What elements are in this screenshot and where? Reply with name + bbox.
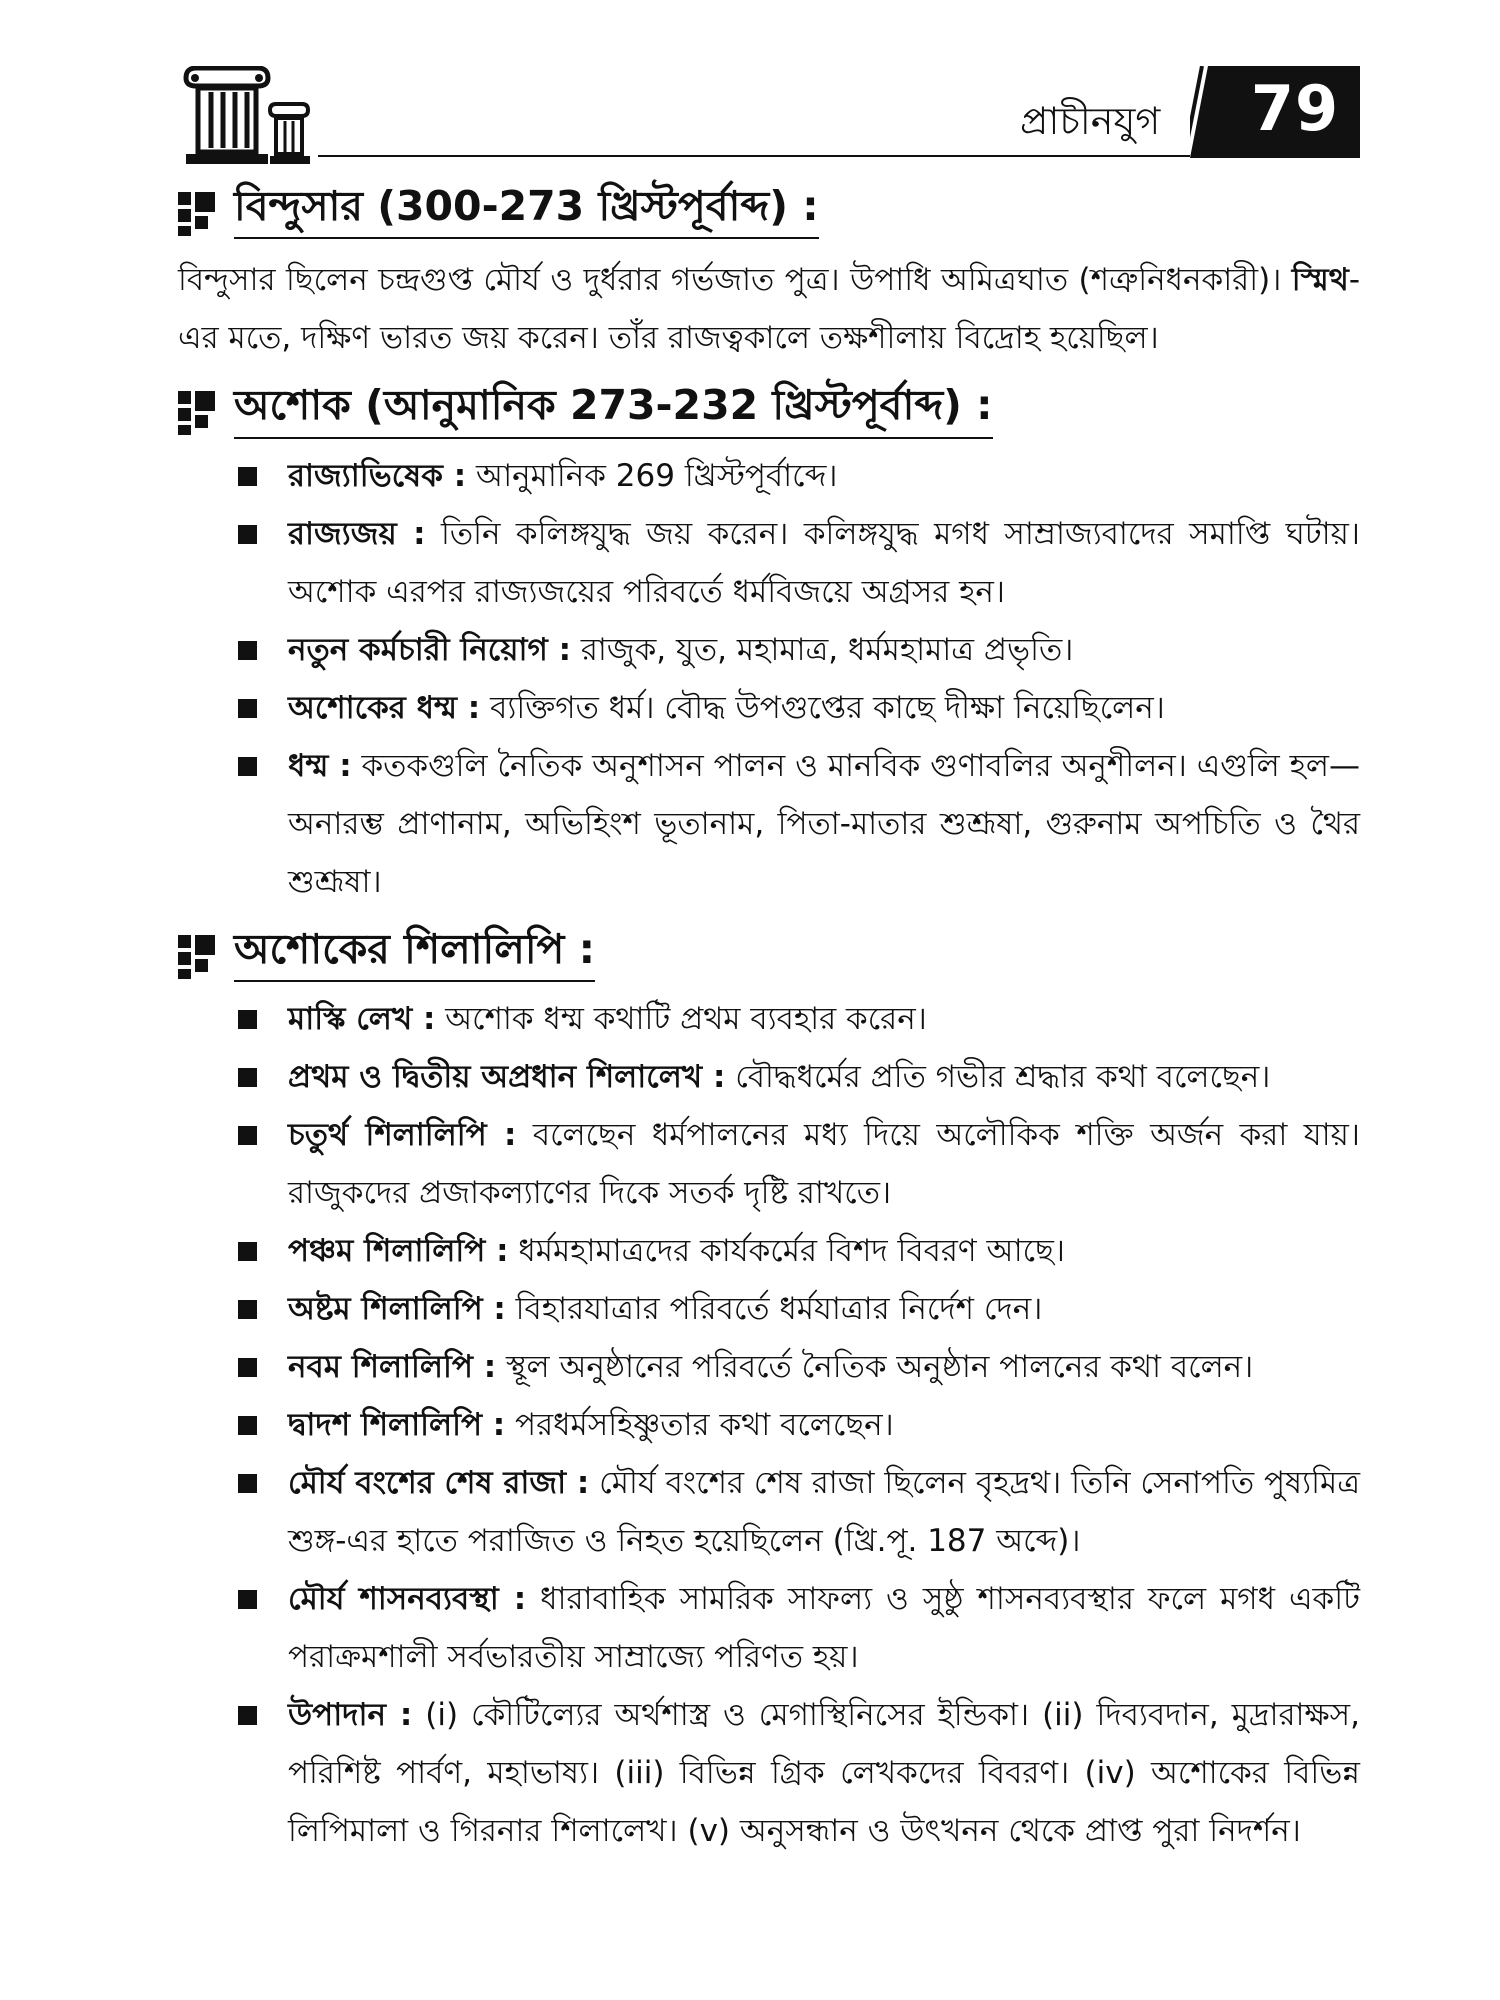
- pillars-icon: [178, 66, 318, 170]
- square-bullet-icon: [238, 1474, 257, 1493]
- list-item-term: রাজ্যজয় :: [288, 515, 426, 552]
- list-item: [288, 1280, 1360, 1338]
- edicts-list: [178, 990, 1360, 1860]
- square-bullet-icon: [238, 525, 257, 544]
- list-item-text: পরধর্মসহিষ্ণুতার কথা বলেছেন।: [505, 1406, 894, 1443]
- list-item-term: পঞ্চম শিলালিপি :: [288, 1232, 509, 1269]
- square-bullet-icon: [238, 699, 257, 718]
- square-bullet-icon: [238, 1416, 257, 1435]
- bindusara-line-1: বিন্দুসার ছিলেন চন্দ্রগুপ্ত মৌর্য ও দুর্ধরার গর্ভজাত পুত্র। উপাধি অমিত্রঘাত (শত্রুনিধনকারী)।: [178, 262, 1282, 299]
- square-bullet-icon: [238, 1358, 257, 1377]
- header-rule: [318, 155, 1190, 157]
- list-item: [288, 1686, 1360, 1860]
- list-item-text: তিনি কলিঙ্গযুদ্ধ জয় করেন। কলিঙ্গযুদ্ধ মগধ সাম্রাজ্যবাদের সমাপ্তি ঘটায়। অশোক এরপর রাজ্যজয়ের পরিবর্তে ধর্মবিজয়ে অগ্রসর হন।: [288, 515, 1360, 610]
- list-item: [288, 1048, 1360, 1106]
- list-item-text: রাজুক, যুত, মহামাত্র, ধর্মমহামাত্র প্রভৃতি।: [570, 631, 1074, 668]
- list-item-term: উপাদান :: [288, 1696, 413, 1733]
- square-grid-icon: [178, 192, 222, 236]
- list-item: [288, 1222, 1360, 1280]
- list-item-term: দ্বাদশ শিলালিপি :: [288, 1406, 506, 1443]
- list-item: [288, 1570, 1360, 1686]
- list-item-term: নবম শিলালিপি :: [288, 1348, 497, 1385]
- list-item-term: প্রথম ও দ্বিতীয় অপ্রধান শিলালেখ :: [288, 1058, 726, 1095]
- bindusara-paragraph: [178, 251, 1360, 367]
- square-grid-icon: [178, 935, 222, 979]
- square-grid-icon: [178, 391, 222, 435]
- list-item: [288, 505, 1360, 621]
- ashoka-list: [178, 447, 1360, 911]
- section-heading-text: অশোক (আনুমানিক 273-232 খ্রিস্টপূর্বাব্দ) :: [234, 379, 993, 438]
- square-bullet-icon: [238, 467, 257, 486]
- list-item-text: (i) কৌটিল্যের অর্থশাস্ত্র ও মেগাস্থিনিসের ইন্ডিকা। (ii) দিব্যবদান, মুদ্রারাক্ষস, পরিশিষ্ট পার্বণ, মহাভাষ্য। (iii) বিভিন্ন গ্রিক লেখকদের বিবরণ। (iv) অশোকের বিভিন্ন লিপিমালা ও গিরনার শিলালেখ। (v) অনুসন্ধান ও উৎখনন থেকে প্রাপ্ত পুরা নিদর্শন।: [288, 1696, 1360, 1849]
- square-bullet-icon: [238, 1242, 257, 1261]
- list-item-text: কতকগুলি নৈতিক অনুশাসন পালন ও মানবিক গুণাবলির অনুশীলন। এগুলি হল—অনারম্ভ প্রাণানাম, অভিহিংশ ভূতানাম, পিতা-মাতার শুশ্রূষা, গুরুনাম অপচিতি ও থৈর শুশ্রূষা।: [288, 747, 1360, 900]
- list-item-text: বলেছেন ধর্মপালনের মধ্য দিয়ে অলৌকিক শক্তি অর্জন করা যায়। রাজুকদের প্রজাকল্যাণের দিকে সতর্ক দৃষ্টি রাখতে।: [288, 1116, 1360, 1211]
- list-item-term: মৌর্য বংশের শেষ রাজা :: [288, 1464, 590, 1501]
- page-number: 79: [1250, 72, 1340, 145]
- list-item-term: মৌর্য শাসনব্যবস্থা :: [288, 1580, 527, 1617]
- list-item: [288, 1106, 1360, 1222]
- square-bullet-icon: [238, 1590, 257, 1609]
- list-item-text: বিহারযাত্রার পরিবর্তে ধর্মযাত্রার নির্দেশ দেন।: [505, 1290, 1043, 1327]
- section-heading-bindusara: [178, 180, 1360, 239]
- page-content: [178, 180, 1360, 1860]
- list-item: [288, 1454, 1360, 1570]
- list-item: [288, 1396, 1360, 1454]
- list-item-text: বৌদ্ধধর্মের প্রতি গভীর শ্রদ্ধার কথা বলেছেন।: [725, 1058, 1271, 1095]
- list-item-term: অষ্টম শিলালিপি :: [288, 1290, 506, 1327]
- page-header: [0, 0, 1500, 170]
- bindusara-line-2: -এর মতে, দক্ষিণ ভারত জয় করেন। তাঁর রাজত্বকালে তক্ষশীলায় বিদ্রোহ হয়েছিল।: [178, 262, 1360, 357]
- list-item: [288, 737, 1360, 911]
- list-item-text: আনুমানিক 269 খ্রিস্টপূর্বাব্দে।: [466, 457, 838, 494]
- list-item-term: অশোকের ধম্ম :: [288, 689, 481, 726]
- list-item-text: ব্যক্তিগত ধর্ম। বৌদ্ধ উপগুপ্তের কাছে দীক্ষা নিয়েছিলেন।: [480, 689, 1165, 726]
- square-bullet-icon: [238, 1706, 257, 1725]
- list-item: [288, 621, 1360, 679]
- list-item-term: চতুর্থ শিলালিপি :: [288, 1116, 517, 1153]
- list-item-term: মাস্কি লেখ :: [288, 1000, 436, 1037]
- list-item-text: স্থূল অনুষ্ঠানের পরিবর্তে নৈতিক অনুষ্ঠান পালনের কথা বলেন।: [496, 1348, 1254, 1385]
- list-item-text: ধর্মমহামাত্রদের কার্যকর্মের বিশদ বিবরণ আছে।: [508, 1232, 1065, 1269]
- list-item-text: ধারাবাহিক সামরিক সাফল্য ও সুষ্ঠু শাসনব্যবস্থার ফলে মগধ একটি পরাক্রমশালী সর্বভারতীয় সাম্রাজ্যে পরিণত হয়।: [288, 1580, 1360, 1675]
- smith-name: স্মিথ: [1291, 262, 1349, 299]
- square-bullet-icon: [238, 1068, 257, 1087]
- section-heading-ashoka: [178, 379, 1360, 438]
- list-item-term: নতুন কর্মচারী নিয়োগ :: [288, 631, 571, 668]
- square-bullet-icon: [238, 757, 257, 776]
- square-bullet-icon: [238, 1300, 257, 1319]
- section-heading-text: বিন্দুসার (300-273 খ্রিস্টপূর্বাব্দ) :: [234, 180, 819, 239]
- square-bullet-icon: [238, 1126, 257, 1145]
- list-item: [288, 990, 1360, 1048]
- section-heading-text: অশোকের শিলালিপি :: [234, 923, 595, 982]
- list-item-term: ধম্ম :: [288, 747, 352, 784]
- section-heading-edicts: [178, 923, 1360, 982]
- list-item-term: রাজ্যাভিষেক :: [288, 457, 467, 494]
- list-item: [288, 679, 1360, 737]
- running-head: প্রাচীনযুগ: [1020, 99, 1161, 143]
- list-item-text: অশোক ধম্ম কথাটি প্রথম ব্যবহার করেন।: [435, 1000, 927, 1037]
- square-bullet-icon: [238, 641, 257, 660]
- square-bullet-icon: [238, 1010, 257, 1029]
- list-item: [288, 447, 1360, 505]
- list-item-text: মৌর্য বংশের শেষ রাজা ছিলেন বৃহদ্রথ। তিনি সেনাপতি পুষ্যমিত্র শুঙ্গ-এর হাতে পরাজিত ও নিহত হয়েছিলেন (খ্রি.পূ. 187 অব্দে)।: [288, 1464, 1360, 1559]
- list-item: [288, 1338, 1360, 1396]
